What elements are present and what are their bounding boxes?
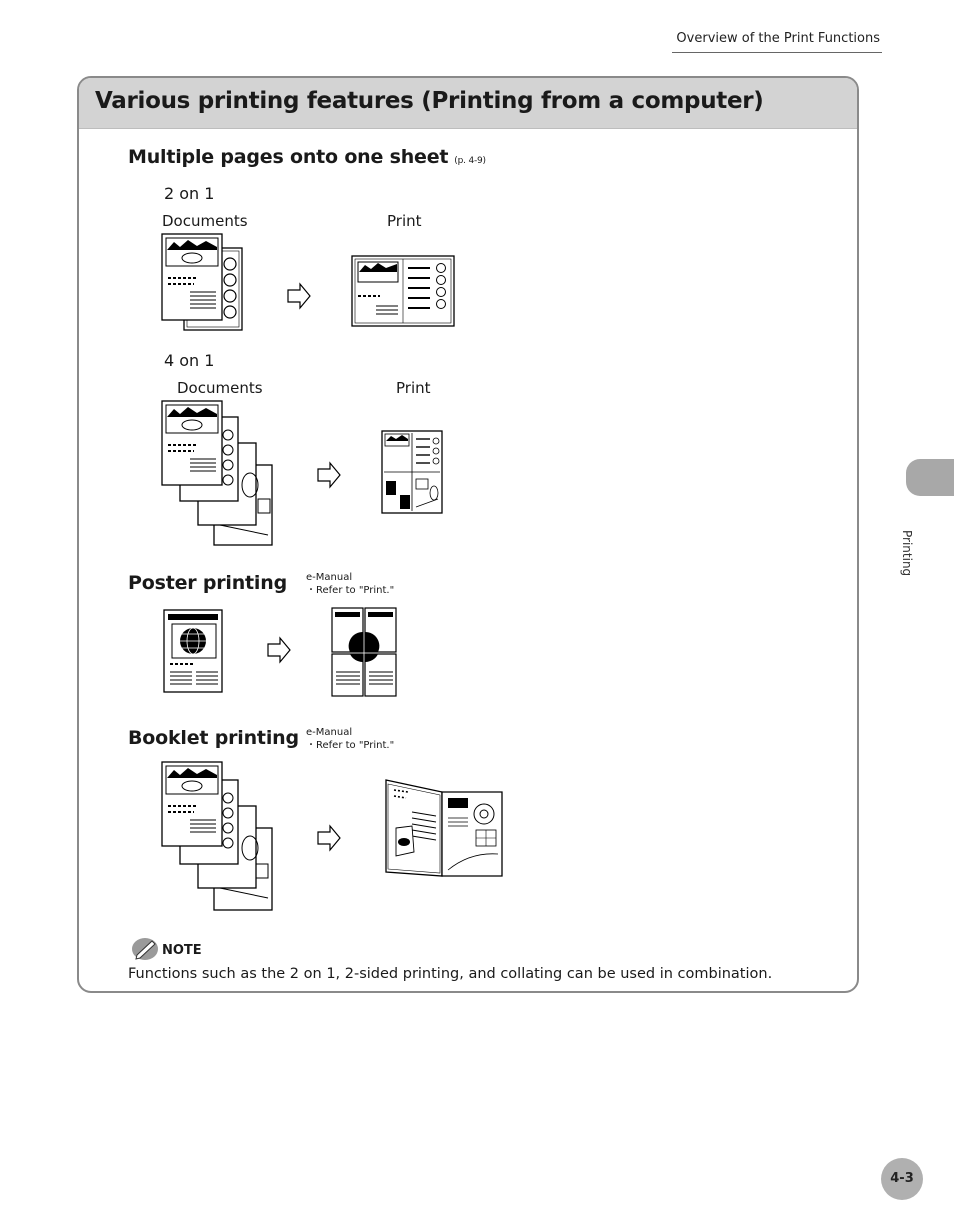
poster-refer-text: ・Refer to "Print."	[306, 585, 395, 596]
poster-printing-heading: Poster printing	[128, 572, 287, 594]
booklet-refer-text: ・Refer to "Print."	[306, 740, 395, 751]
two-on-one-documents-label: Documents	[162, 212, 248, 230]
poster-emanual-label: e-Manual	[306, 572, 353, 583]
poster-illustration	[150, 602, 410, 702]
four-on-one-print-label: Print	[396, 379, 431, 397]
four-on-one-print-sheet	[382, 431, 442, 513]
hollow-right-arrow-icon	[288, 284, 310, 308]
booklet-document-stack	[162, 762, 272, 910]
running-header	[672, 31, 882, 53]
poster-source-page	[164, 610, 222, 692]
two-on-one-print-sheet	[352, 256, 454, 326]
hollow-right-arrow-icon	[318, 826, 340, 850]
four-on-one-illustration	[150, 395, 460, 550]
booklet-output	[386, 780, 502, 876]
running-header-rule	[672, 52, 882, 53]
running-header-title: Overview of the Print Functions	[676, 31, 880, 46]
four-on-one-label: 4 on 1	[164, 351, 215, 370]
booklet-emanual-reference	[306, 726, 394, 752]
two-on-one-illustration	[150, 228, 470, 336]
document-page-1	[162, 234, 222, 320]
booklet-printing-heading: Booklet printing	[128, 727, 299, 749]
page-title: Various printing features (Printing from a computer)	[95, 88, 764, 114]
four-on-one-documents-label: Documents	[177, 379, 263, 397]
hollow-right-arrow-icon	[318, 463, 340, 487]
page-number-badge: 4-3	[881, 1158, 923, 1200]
chapter-side-label-text: Printing	[900, 530, 914, 577]
chapter-tab	[906, 459, 954, 496]
document-stack	[162, 401, 272, 545]
note-text: Functions such as the 2 on 1, 2-sided printing, and collating can be used in combination.	[128, 966, 773, 982]
two-on-one-print-label: Print	[387, 212, 422, 230]
hollow-right-arrow-icon	[268, 638, 290, 662]
booklet-illustration	[150, 756, 520, 916]
multiple-pages-heading	[128, 146, 486, 168]
note-label: NOTE	[162, 943, 202, 958]
poster-emanual-reference	[306, 571, 394, 597]
poster-output-tiles	[332, 608, 396, 696]
pencil-note-icon	[130, 936, 160, 962]
two-on-one-label: 2 on 1	[164, 184, 215, 203]
booklet-emanual-label: e-Manual	[306, 727, 353, 738]
title-band	[79, 78, 857, 129]
page-reference: (p. 4-9)	[454, 156, 486, 166]
multiple-pages-title: Multiple pages onto one sheet	[128, 146, 449, 168]
